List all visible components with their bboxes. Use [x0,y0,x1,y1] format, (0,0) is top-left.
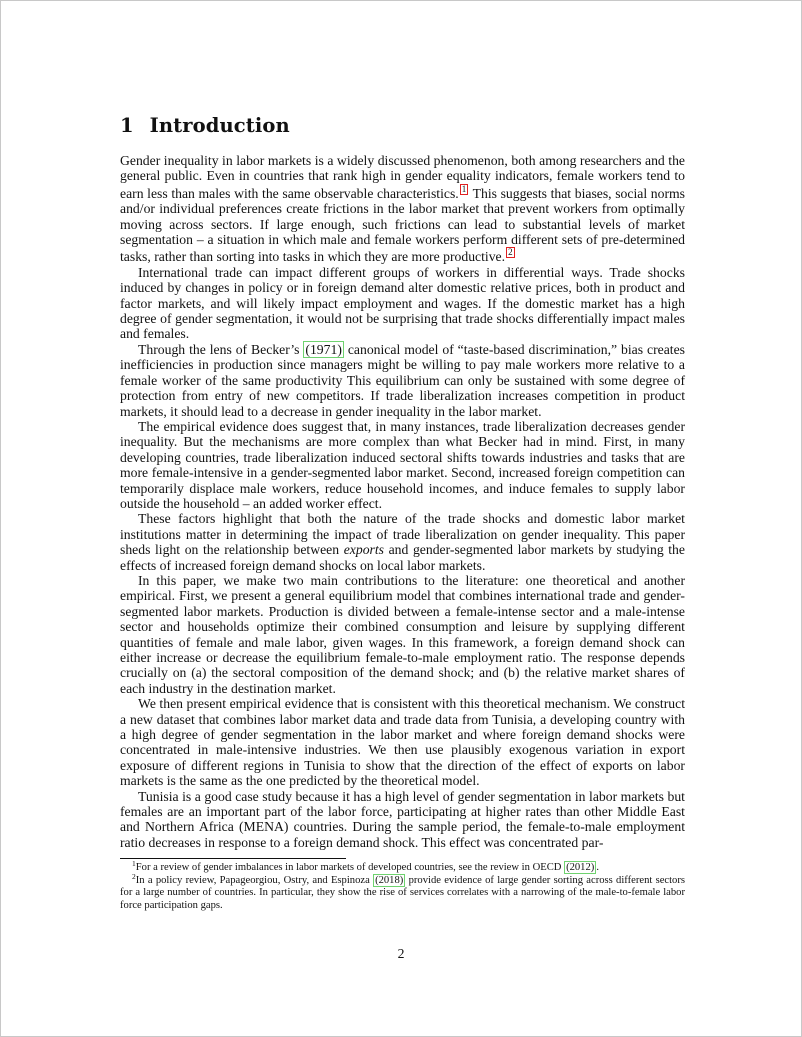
emphasis-exports: exports [343,542,384,558]
paragraph-text: Gender inequality in labor markets is a widely discussed phenomenon, both among researchers and the general public. Even in countries that rank high in gender equality indicators, female workers tend to earn less than males with the same observable characteristics. [120,153,685,201]
footnote-text: . [596,862,599,874]
paragraph-5 [120,511,685,573]
section-title: Introduction [149,114,290,137]
footnote-mark: 2 [132,871,136,881]
footnote-2 [120,871,685,912]
paragraph-3 [120,342,685,419]
section-number: 1 [120,114,134,137]
paragraph-7: We then present empirical evidence that is consistent with this theoretical mechanism. We construct a new dataset that combines labor market data and trade data from Tunisia, a developing country with a high degree of gender segmentation in the labor market and where foreign demand shocks were concentrated in male-intensive industries. We then use plausibly exogenous variation in export exposure of different regions in Tunisia to show that the direction of the effect of exports on labor markets is the same as the one predicted by the theoretical model. [120,696,685,789]
paragraph-text: and gender-segmented labor markets by studying the effects of increased foreign demand shocks on local labor markets. [120,542,685,573]
section-heading [120,113,685,139]
paragraph-4: The empirical evidence does suggest that, in many instances, trade liberalization decreases gender inequality. But the mechanisms are more complex than what Becker had in mind. First, in many developing countries, trade liberalization induced sectoral shifts towards industries and tasks that are more female-intensive in a gender-segmented labor market. Second, increased foreign competition can temporarily displace male workers, reduce household incomes, and induce females to supply labor outside the household – an added worker effect. [120,418,685,511]
footnote-1 [120,859,685,874]
footnote-separator [120,858,346,859]
paragraph-text: This suggests that biases, social norms and/or individual preferences create frictions in the labor market that prevent workers from optimally moving across sectors. If large enough, such frictions can lead to substantial levels of market segmentation – a situation in which male and female workers perform different sets of pre-determined tasks, rather than sorting into tasks in which they are more productive. [120,185,685,265]
footnote-text: provide evidence of large gender sorting across different sectors for a large number of countries. In particular, they show the rise of services correlates with a narrowing of the male-to-female labor force participation gaps. [120,874,685,911]
footnote-mark: 1 [132,859,136,869]
citation-link-becker-1971[interactable]: (1971) [305,341,342,357]
page-number: 2 [397,946,405,961]
paragraph-8: Tunisia is a good case study because it has a high level of gender segmentation in labor markets but females are an important part of the labor force, participating at higher rates than other Middle East and Northern Africa (MENA) countries. During the sample period, the female-to-male employment ratio decreases in response to a foreign demand shock. This effect was concentrated par- [120,788,685,850]
footnote-text: For a review of gender imbalances in labor markets of developed countries, see the review in OECD [135,862,565,874]
page-content [120,113,685,912]
paragraph-6: In this paper, we make two main contributions to the literature: one theoretical and another empirical. First, we present a general equilibrium model that combines international trade and gender-segmented labor markets. Production is divided between a female-intense sector and a male-intense sector and households optimize their combined consumption and leisure by supplying different quantities of female and male labor, given wages. In this framework, a foreign demand shock can either increase or decrease the equilibrium female-to-male employment ratio. The response depends crucially on (a) the sectoral composition of the demand shock; and (b) the relative market shares of each industry in the destination market. [120,572,685,696]
paragraph-text: Through the lens of Becker’s [138,341,304,357]
citation-link-papageorgiou-2018[interactable]: (2018) [375,874,404,886]
paragraph-text: These factors highlight that both the nature of the trade shocks and domestic labor market institutions matter in determining the impact of trade liberalization on gender inequality. This paper sheds light on the relationship between [120,511,685,558]
footnote-text: In a policy review, Papageorgiou, Ostry, and Espinoza [135,874,374,886]
footnote-link-2[interactable]: 2 [508,247,513,258]
paragraph-text: canonical model of “taste-based discrimination,” bias creates inefficiencies in production since managers might be willing to pay male workers more relative to a female worker of the same productivity This equilibrium can only be sustained with some degree of protection from entry of new competitors. If trade liberalization increases competition in product markets, it should lead to a decrease in gender inequality in the labor market. [120,341,685,419]
paragraph-1 [120,153,685,265]
paragraph-2: International trade can impact different groups of workers in differential ways. Trade shocks induced by changes in policy or in foreign demand alter domestic relative prices, both in product and factor markets, and will likely impact employment and wages. If the domestic market has a high degree of gender segmentation, it would not be surprising that trade shocks differentially impact males and females. [120,264,685,342]
citation-link-oecd-2012[interactable]: (2012) [566,862,595,874]
footnote-link-1[interactable]: 1 [461,183,467,194]
